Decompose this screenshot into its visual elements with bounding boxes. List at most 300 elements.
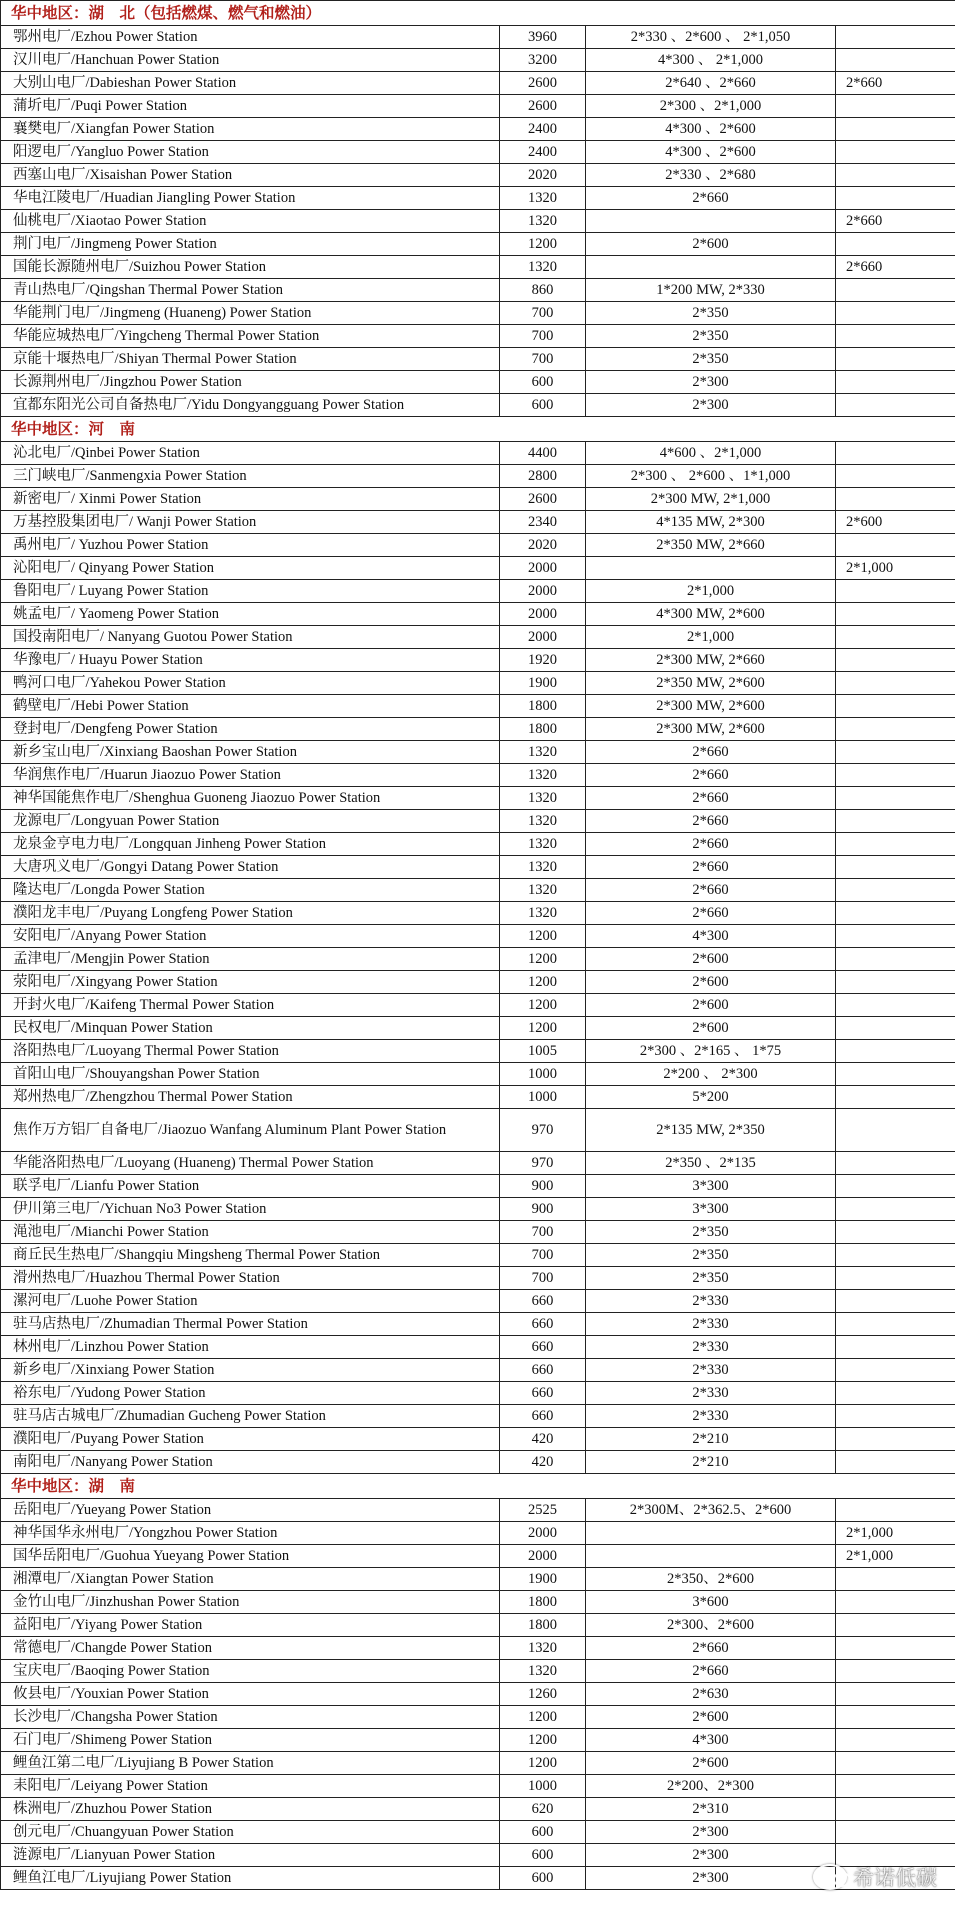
planned-units-cell (836, 603, 955, 626)
station-name-cell: 鸭河口电厂/Yahekou Power Station (1, 672, 500, 695)
station-name-cell: 荥阳电厂/Xingyang Power Station (1, 971, 500, 994)
planned-units-cell (836, 741, 955, 764)
planned-units-cell (836, 187, 955, 210)
station-name-cell: 南阳电厂/Nanyang Power Station (1, 1451, 500, 1474)
table-row (1, 695, 955, 718)
units-cell: 2*660 (586, 879, 836, 902)
table-row (1, 1821, 955, 1844)
units-cell: 2*330 、2*680 (586, 164, 836, 187)
section-title: 华中地区：湖 北（包括燃煤、燃气和燃油） (1, 1, 955, 26)
capacity-cell: 2000 (500, 1522, 586, 1545)
planned-units-cell (836, 764, 955, 787)
planned-units-cell (836, 325, 955, 348)
table-row (1, 1545, 955, 1568)
units-cell: 2*600 (586, 1706, 836, 1729)
capacity-cell: 600 (500, 371, 586, 394)
station-name-cell: 株洲电厂/Zhuzhou Power Station (1, 1798, 500, 1821)
table-row (1, 1221, 955, 1244)
capacity-cell: 1320 (500, 187, 586, 210)
units-cell: 4*135 MW, 2*300 (586, 511, 836, 534)
units-cell: 2*300 、 2*600 、1*1,000 (586, 465, 836, 488)
table-row (1, 1428, 955, 1451)
planned-units-cell (836, 672, 955, 695)
units-cell: 2*630 (586, 1683, 836, 1706)
station-name-cell: 金竹山电厂/Jinzhushan Power Station (1, 1591, 500, 1614)
capacity-cell: 420 (500, 1451, 586, 1474)
table-row (1, 603, 955, 626)
station-name-cell: 宜都东阳光公司自备热电厂/Yidu Dongyangguang Power Station (1, 394, 500, 417)
capacity-cell: 600 (500, 1821, 586, 1844)
station-name-cell: 益阳电厂/Yiyang Power Station (1, 1614, 500, 1637)
units-cell: 2*350 MW, 2*600 (586, 672, 836, 695)
units-cell: 2*330 、2*600 、 2*1,050 (586, 26, 836, 49)
capacity-cell: 2600 (500, 488, 586, 511)
station-name-cell: 耒阳电厂/Leiyang Power Station (1, 1775, 500, 1798)
planned-units-cell (836, 879, 955, 902)
table-body (1, 1, 955, 1890)
capacity-cell: 1000 (500, 1063, 586, 1086)
planned-units-cell (836, 1591, 955, 1614)
planned-units-cell (836, 371, 955, 394)
planned-units-cell (836, 1359, 955, 1382)
table-row (1, 371, 955, 394)
station-name-cell: 裕东电厂/Yudong Power Station (1, 1382, 500, 1405)
planned-units-cell (836, 718, 955, 741)
station-name-cell: 龙源电厂/Longyuan Power Station (1, 810, 500, 833)
station-name-cell: 龙泉金亨电力电厂/Longquan Jinheng Power Station (1, 833, 500, 856)
units-cell: 2*300 (586, 1867, 836, 1890)
units-cell: 2*1,000 (586, 580, 836, 603)
table-row (1, 1637, 955, 1660)
table-row (1, 1752, 955, 1775)
units-cell: 2*640 、2*660 (586, 72, 836, 95)
units-cell: 2*350 (586, 348, 836, 371)
capacity-cell: 2000 (500, 626, 586, 649)
capacity-cell: 600 (500, 1867, 586, 1890)
capacity-cell: 1200 (500, 948, 586, 971)
capacity-cell: 1320 (500, 787, 586, 810)
station-name-cell: 神华国能焦作电厂/Shenghua Guoneng Jiaozuo Power Station (1, 787, 500, 810)
table-row (1, 164, 955, 187)
capacity-cell: 2400 (500, 118, 586, 141)
planned-units-cell (836, 1086, 955, 1109)
capacity-cell: 2000 (500, 603, 586, 626)
planned-units-cell (836, 1290, 955, 1313)
capacity-cell: 1800 (500, 1591, 586, 1614)
units-cell: 4*300 (586, 1729, 836, 1752)
capacity-cell: 1320 (500, 833, 586, 856)
station-name-cell: 驻马店古城电厂/Zhumadian Gucheng Power Station (1, 1405, 500, 1428)
units-cell: 2*350 MW, 2*660 (586, 534, 836, 557)
table-row (1, 1244, 955, 1267)
table-row (1, 948, 955, 971)
table-row (1, 787, 955, 810)
station-name-cell: 新密电厂/ Xinmi Power Station (1, 488, 500, 511)
units-cell (586, 210, 836, 233)
units-cell: 2*210 (586, 1428, 836, 1451)
section-title: 华中地区：河 南 (1, 417, 955, 442)
table-row (1, 394, 955, 417)
capacity-cell: 660 (500, 1290, 586, 1313)
units-cell: 2*300 (586, 394, 836, 417)
planned-units-cell (836, 1428, 955, 1451)
planned-units-cell (836, 394, 955, 417)
planned-units-cell (836, 348, 955, 371)
units-cell: 2*660 (586, 741, 836, 764)
station-name-cell: 漯河电厂/Luohe Power Station (1, 1290, 500, 1313)
planned-units-cell (836, 233, 955, 256)
table-row (1, 833, 955, 856)
station-name-cell: 华能洛阳热电厂/Luoyang (Huaneng) Thermal Power Station (1, 1152, 500, 1175)
table-row (1, 1336, 955, 1359)
capacity-cell: 2000 (500, 1545, 586, 1568)
units-cell: 2*200 、 2*300 (586, 1063, 836, 1086)
planned-units-cell (836, 1405, 955, 1428)
units-cell: 2*200、2*300 (586, 1775, 836, 1798)
table-row (1, 672, 955, 695)
station-name-cell: 孟津电厂/Mengjin Power Station (1, 948, 500, 971)
capacity-cell: 1200 (500, 971, 586, 994)
table-row (1, 534, 955, 557)
section-title: 华中地区：湖 南 (1, 1474, 955, 1499)
planned-units-cell (836, 1568, 955, 1591)
units-cell (586, 1522, 836, 1545)
planned-units-cell (836, 1336, 955, 1359)
units-cell: 2*300 (586, 371, 836, 394)
capacity-cell: 2020 (500, 164, 586, 187)
station-name-cell: 林州电厂/Linzhou Power Station (1, 1336, 500, 1359)
planned-units-cell (836, 971, 955, 994)
capacity-cell: 1320 (500, 1660, 586, 1683)
capacity-cell: 2020 (500, 534, 586, 557)
capacity-cell: 660 (500, 1382, 586, 1405)
table-row (1, 1382, 955, 1405)
planned-units-cell: 2*660 (836, 210, 955, 233)
station-name-cell: 国投南阳电厂/ Nanyang Guotou Power Station (1, 626, 500, 649)
capacity-cell: 2400 (500, 141, 586, 164)
capacity-cell: 1200 (500, 1752, 586, 1775)
planned-units-cell (836, 534, 955, 557)
planned-units-cell (836, 649, 955, 672)
table-row (1, 1313, 955, 1336)
station-name-cell: 焦作万方铝厂自备电厂/Jiaozuo Wanfang Aluminum Plant Power Station (1, 1109, 500, 1152)
planned-units-cell (836, 1040, 955, 1063)
table-row (1, 442, 955, 465)
capacity-cell: 620 (500, 1798, 586, 1821)
units-cell: 2*350 (586, 325, 836, 348)
capacity-cell: 1000 (500, 1086, 586, 1109)
station-name-cell: 华能应城热电厂/Yingcheng Thermal Power Station (1, 325, 500, 348)
planned-units-cell: 2*1,000 (836, 1545, 955, 1568)
station-name-cell: 渑池电厂/Mianchi Power Station (1, 1221, 500, 1244)
capacity-cell: 1320 (500, 764, 586, 787)
capacity-cell: 1900 (500, 1568, 586, 1591)
planned-units-cell (836, 902, 955, 925)
capacity-cell: 1200 (500, 925, 586, 948)
capacity-cell: 660 (500, 1405, 586, 1428)
planned-units-cell (836, 948, 955, 971)
station-name-cell: 鲤鱼江电厂/Liyujiang Power Station (1, 1867, 500, 1890)
station-name-cell: 石门电厂/Shimeng Power Station (1, 1729, 500, 1752)
table-row (1, 1522, 955, 1545)
units-cell: 2*600 (586, 994, 836, 1017)
capacity-cell: 1320 (500, 741, 586, 764)
station-name-cell: 隆达电厂/Longda Power Station (1, 879, 500, 902)
capacity-cell: 600 (500, 1844, 586, 1867)
units-cell: 4*300 、2*600 (586, 118, 836, 141)
table-row (1, 1683, 955, 1706)
station-name-cell: 国华岳阳电厂/Guohua Yueyang Power Station (1, 1545, 500, 1568)
planned-units-cell (836, 1175, 955, 1198)
units-cell: 2*310 (586, 1798, 836, 1821)
units-cell: 2*660 (586, 1660, 836, 1683)
capacity-cell: 700 (500, 348, 586, 371)
units-cell: 2*660 (586, 764, 836, 787)
units-cell: 2*210 (586, 1451, 836, 1474)
units-cell: 2*350 (586, 302, 836, 325)
planned-units-cell (836, 1221, 955, 1244)
table-row (1, 118, 955, 141)
units-cell: 2*300 MW, 2*660 (586, 649, 836, 672)
table-row (1, 1614, 955, 1637)
station-name-cell: 荆门电厂/Jingmeng Power Station (1, 233, 500, 256)
section-header-row (1, 1, 955, 26)
table-row (1, 1267, 955, 1290)
station-name-cell: 濮阳龙丰电厂/Puyang Longfeng Power Station (1, 902, 500, 925)
units-cell: 2*660 (586, 810, 836, 833)
units-cell: 3*300 (586, 1175, 836, 1198)
capacity-cell: 900 (500, 1198, 586, 1221)
units-cell: 2*350、2*600 (586, 1568, 836, 1591)
planned-units-cell (836, 1451, 955, 1474)
units-cell: 4*300 、2*600 (586, 141, 836, 164)
capacity-cell: 2600 (500, 72, 586, 95)
units-cell: 4*600 、2*1,000 (586, 442, 836, 465)
station-name-cell: 阳逻电厂/Yangluo Power Station (1, 141, 500, 164)
capacity-cell: 660 (500, 1336, 586, 1359)
capacity-cell: 660 (500, 1313, 586, 1336)
table-row (1, 741, 955, 764)
planned-units-cell (836, 580, 955, 603)
planned-units-cell (836, 1683, 955, 1706)
planned-units-cell (836, 1660, 955, 1683)
table-row (1, 95, 955, 118)
planned-units-cell (836, 95, 955, 118)
planned-units-cell (836, 1267, 955, 1290)
capacity-cell: 2600 (500, 95, 586, 118)
capacity-cell: 1200 (500, 1729, 586, 1752)
table-row (1, 1660, 955, 1683)
units-cell: 3*600 (586, 1591, 836, 1614)
station-name-cell: 姚孟电厂/ Yaomeng Power Station (1, 603, 500, 626)
capacity-cell: 1320 (500, 1637, 586, 1660)
table-row (1, 256, 955, 279)
planned-units-cell (836, 787, 955, 810)
table-row (1, 348, 955, 371)
planned-units-cell (836, 1244, 955, 1267)
station-name-cell: 民权电厂/Minquan Power Station (1, 1017, 500, 1040)
station-name-cell: 新乡电厂/Xinxiang Power Station (1, 1359, 500, 1382)
station-name-cell: 滑州热电厂/Huazhou Thermal Power Station (1, 1267, 500, 1290)
table-row (1, 302, 955, 325)
station-name-cell: 沁北电厂/Qinbei Power Station (1, 442, 500, 465)
station-name-cell: 大唐巩义电厂/Gongyi Datang Power Station (1, 856, 500, 879)
planned-units-cell (836, 141, 955, 164)
station-name-cell: 首阳山电厂/Shouyangshan Power Station (1, 1063, 500, 1086)
units-cell: 4*300 、 2*1,000 (586, 49, 836, 72)
table-row (1, 511, 955, 534)
capacity-cell: 600 (500, 394, 586, 417)
table-row (1, 141, 955, 164)
capacity-cell: 660 (500, 1359, 586, 1382)
planned-units-cell (836, 1017, 955, 1040)
station-name-cell: 三门峡电厂/Sanmengxia Power Station (1, 465, 500, 488)
table-row (1, 1290, 955, 1313)
station-name-cell: 华润焦作电厂/Huarun Jiaozuo Power Station (1, 764, 500, 787)
table-row (1, 902, 955, 925)
capacity-cell: 4400 (500, 442, 586, 465)
table-row (1, 1063, 955, 1086)
planned-units-cell (836, 1382, 955, 1405)
capacity-cell: 700 (500, 1267, 586, 1290)
planned-units-cell (836, 26, 955, 49)
units-cell: 2*660 (586, 787, 836, 810)
capacity-cell: 1920 (500, 649, 586, 672)
units-cell: 2*330 (586, 1290, 836, 1313)
units-cell: 2*600 (586, 1017, 836, 1040)
units-cell: 2*1,000 (586, 626, 836, 649)
units-cell: 2*330 (586, 1405, 836, 1428)
planned-units-cell (836, 1063, 955, 1086)
station-name-cell: 濮阳电厂/Puyang Power Station (1, 1428, 500, 1451)
capacity-cell: 1320 (500, 210, 586, 233)
station-name-cell: 国能长源随州电厂/Suizhou Power Station (1, 256, 500, 279)
capacity-cell: 2000 (500, 580, 586, 603)
station-name-cell: 京能十堰热电厂/Shiyan Thermal Power Station (1, 348, 500, 371)
table-row (1, 1405, 955, 1428)
station-name-cell: 鲤鱼江第二电厂/Liyujiang B Power Station (1, 1752, 500, 1775)
planned-units-cell (836, 1752, 955, 1775)
planned-units-cell (836, 1109, 955, 1152)
station-name-cell: 万基控股集团电厂/ Wanji Power Station (1, 511, 500, 534)
capacity-cell: 700 (500, 325, 586, 348)
station-name-cell: 华电江陵电厂/Huadian Jiangling Power Station (1, 187, 500, 210)
units-cell: 2*350 (586, 1221, 836, 1244)
station-name-cell: 洛阳热电厂/Luoyang Thermal Power Station (1, 1040, 500, 1063)
table-row (1, 810, 955, 833)
planned-units-cell (836, 810, 955, 833)
capacity-cell: 1200 (500, 1017, 586, 1040)
units-cell: 2*350 、2*135 (586, 1152, 836, 1175)
table-row (1, 1706, 955, 1729)
capacity-cell: 1800 (500, 695, 586, 718)
units-cell: 2*300 、2*1,000 (586, 95, 836, 118)
planned-units-cell (836, 1313, 955, 1336)
station-name-cell: 安阳电厂/Anyang Power Station (1, 925, 500, 948)
capacity-cell: 2000 (500, 557, 586, 580)
capacity-cell: 420 (500, 1428, 586, 1451)
units-cell: 4*300 MW, 2*600 (586, 603, 836, 626)
units-cell: 2*135 MW, 2*350 (586, 1109, 836, 1152)
units-cell (586, 557, 836, 580)
table-row (1, 279, 955, 302)
units-cell: 2*300M、2*362.5、2*600 (586, 1499, 836, 1522)
station-name-cell: 西塞山电厂/Xisaishan Power Station (1, 164, 500, 187)
units-cell: 2*350 (586, 1244, 836, 1267)
units-cell: 2*300、2*600 (586, 1614, 836, 1637)
station-name-cell: 鲁阳电厂/ Luyang Power Station (1, 580, 500, 603)
capacity-cell: 1000 (500, 1775, 586, 1798)
station-name-cell: 鄂州电厂/Ezhou Power Station (1, 26, 500, 49)
planned-units-cell: 2*1,000 (836, 1522, 955, 1545)
station-name-cell: 商丘民生热电厂/Shangqiu Mingsheng Thermal Power Station (1, 1244, 500, 1267)
units-cell: 2*300 (586, 1844, 836, 1867)
table-row (1, 557, 955, 580)
planned-units-cell (836, 1499, 955, 1522)
units-cell: 4*300 (586, 925, 836, 948)
planned-units-cell (836, 626, 955, 649)
planned-units-cell (836, 1198, 955, 1221)
capacity-cell: 2340 (500, 511, 586, 534)
capacity-cell: 1260 (500, 1683, 586, 1706)
units-cell: 2*300 MW, 2*600 (586, 718, 836, 741)
table-row (1, 879, 955, 902)
table-row (1, 1175, 955, 1198)
station-name-cell: 驻马店热电厂/Zhumadian Thermal Power Station (1, 1313, 500, 1336)
capacity-cell: 970 (500, 1152, 586, 1175)
capacity-cell: 1320 (500, 902, 586, 925)
capacity-cell: 2525 (500, 1499, 586, 1522)
table-row (1, 1198, 955, 1221)
units-cell: 2*600 (586, 1752, 836, 1775)
planned-units-cell (836, 302, 955, 325)
capacity-cell: 1320 (500, 856, 586, 879)
table-row (1, 1359, 955, 1382)
units-cell: 2*330 (586, 1313, 836, 1336)
units-cell: 2*660 (586, 1637, 836, 1660)
planned-units-cell (836, 1706, 955, 1729)
units-cell: 2*350 (586, 1267, 836, 1290)
section-header-row (1, 1474, 955, 1499)
table-row (1, 1451, 955, 1474)
station-name-cell: 沁阳电厂/ Qinyang Power Station (1, 557, 500, 580)
table-row (1, 187, 955, 210)
station-name-cell: 神华国华永州电厂/Yongzhou Power Station (1, 1522, 500, 1545)
station-name-cell: 青山热电厂/Qingshan Thermal Power Station (1, 279, 500, 302)
station-name-cell: 长源荆州电厂/Jingzhou Power Station (1, 371, 500, 394)
table-row (1, 1867, 955, 1890)
section-header-row (1, 417, 955, 442)
table-row (1, 1152, 955, 1175)
station-name-cell: 仙桃电厂/Xiaotao Power Station (1, 210, 500, 233)
capacity-cell: 700 (500, 1221, 586, 1244)
units-cell: 2*600 (586, 233, 836, 256)
station-name-cell: 联孚电厂/Lianfu Power Station (1, 1175, 500, 1198)
table-row (1, 1040, 955, 1063)
capacity-cell: 1005 (500, 1040, 586, 1063)
capacity-cell: 700 (500, 1244, 586, 1267)
station-name-cell: 郑州热电厂/Zhengzhou Thermal Power Station (1, 1086, 500, 1109)
units-cell: 2*660 (586, 856, 836, 879)
table-row (1, 925, 955, 948)
capacity-cell: 1320 (500, 810, 586, 833)
table-row (1, 1017, 955, 1040)
planned-units-cell (836, 118, 955, 141)
station-name-cell: 开封火电厂/Kaifeng Thermal Power Station (1, 994, 500, 1017)
watermark (813, 1862, 937, 1892)
units-cell: 1*200 MW, 2*330 (586, 279, 836, 302)
watermark-text: 希诺低碳 (853, 1866, 937, 1890)
